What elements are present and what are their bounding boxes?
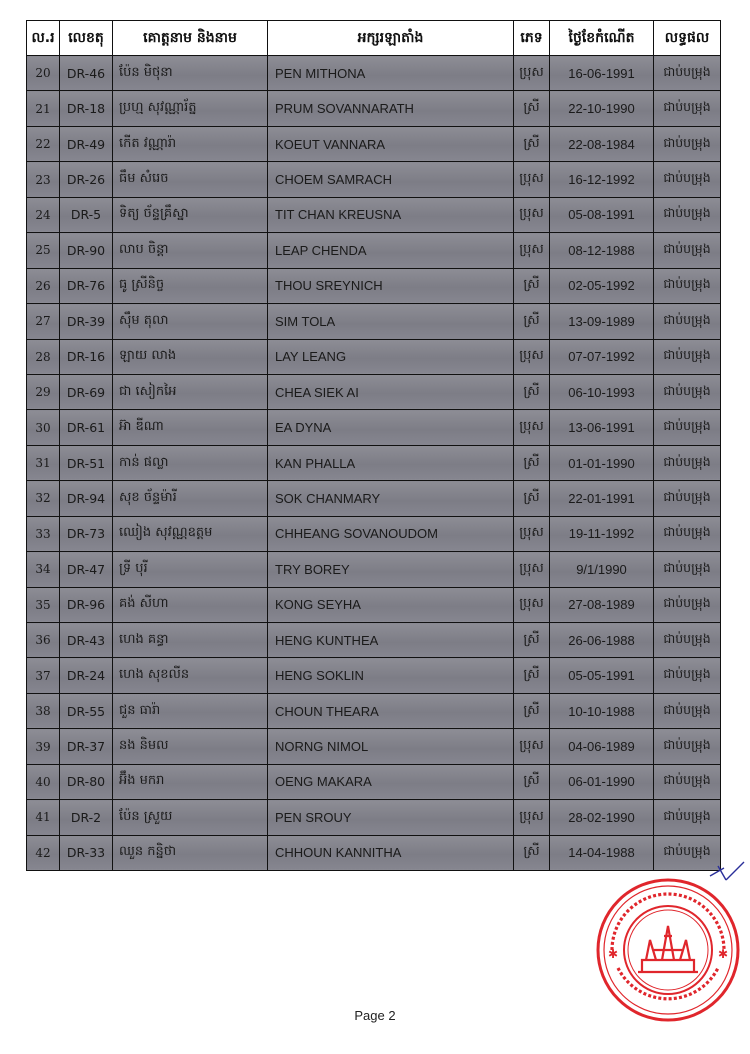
table-row [27,658,721,693]
cell-no: 20 [27,56,60,91]
cell-no: 38 [27,693,60,728]
cell-name-kh: ទ្រី បុរី [113,552,268,587]
cell-code: DR-94 [60,481,113,516]
cell-sex: ស្រី [514,481,550,516]
cell-name-latin: EA DYNA [268,410,514,445]
cell-no: 39 [27,729,60,764]
cell-sex: ស្រី [514,764,550,799]
cell-no: 22 [27,126,60,161]
cell-code: DR-80 [60,764,113,799]
page-number: Page 2 [354,1008,396,1023]
cell-name-kh: ប្រហ្ម សុវណ្ណារ័ត្ន [113,91,268,126]
cell-dob: 26-06-1988 [550,623,654,658]
cell-result: ជាប់បម្រុង [654,729,721,764]
cell-dob: 07-07-1992 [550,339,654,374]
cell-dob: 16-06-1991 [550,56,654,91]
cell-name-latin: LEAP CHENDA [268,233,514,268]
cell-sex: ស្រី [514,304,550,339]
header-name-kh: គោត្តនាម និងនាម [113,21,268,56]
cell-result: ជាប់បម្រុង [654,374,721,409]
cell-code: DR-73 [60,516,113,551]
table-row [27,374,721,409]
cell-name-kh: កាន់ ផល្លា [113,445,268,480]
cell-result: ជាប់បម្រុង [654,552,721,587]
cell-code: DR-18 [60,91,113,126]
cell-code: DR-24 [60,658,113,693]
cell-code: DR-46 [60,56,113,91]
cell-result: ជាប់បម្រុង [654,91,721,126]
cell-sex: ស្រី [514,91,550,126]
cell-sex: ប្រុស [514,587,550,622]
cell-dob: 16-12-1992 [550,162,654,197]
cell-dob: 05-05-1991 [550,658,654,693]
cell-result: ជាប់បម្រុង [654,835,721,870]
cell-name-kh: ប៉ែន ស្រួយ [113,800,268,835]
cell-no: 32 [27,481,60,516]
cell-code: DR-37 [60,729,113,764]
table-row [27,516,721,551]
cell-sex: ប្រុស [514,516,550,551]
cell-sex: ស្រី [514,126,550,161]
cell-dob: 08-12-1988 [550,233,654,268]
cell-result: ជាប់បម្រុង [654,516,721,551]
cell-name-kh: ហេង សុខលីន [113,658,268,693]
cell-result: ជាប់បម្រុង [654,764,721,799]
cell-name-latin: PEN MITHONA [268,56,514,91]
table-row [27,481,721,516]
cell-dob: 06-10-1993 [550,374,654,409]
cell-name-kh: ហេង គន្ធា [113,623,268,658]
cell-name-latin: SIM TOLA [268,304,514,339]
cell-code: DR-47 [60,552,113,587]
header-result: លទ្ធផល [654,21,721,56]
cell-no: 31 [27,445,60,480]
cell-name-latin: KAN PHALLA [268,445,514,480]
cell-name-kh: ប៉ែន មិថុនា [113,56,268,91]
cell-no: 36 [27,623,60,658]
cell-sex: ប្រុស [514,800,550,835]
cell-no: 33 [27,516,60,551]
cell-no: 40 [27,764,60,799]
cell-name-latin: CHOUN THEARA [268,693,514,728]
cell-dob: 22-01-1991 [550,481,654,516]
results-sheet [26,20,720,871]
cell-dob: 02-05-1992 [550,268,654,303]
cell-code: DR-96 [60,587,113,622]
cell-no: 21 [27,91,60,126]
cell-result: ជាប់បម្រុង [654,162,721,197]
cell-result: ជាប់បម្រុង [654,658,721,693]
cell-code: DR-2 [60,800,113,835]
header-code: លេខតុ [60,21,113,56]
cell-name-kh: ជា សៀកអៃ [113,374,268,409]
cell-result: ជាប់បម្រុង [654,445,721,480]
cell-name-latin: CHEA SIEK AI [268,374,514,409]
cell-code: DR-55 [60,693,113,728]
cell-no: 41 [27,800,60,835]
cell-result: ជាប់បម្រុង [654,800,721,835]
header-name-latin: អក្សរឡាតាំង [268,21,514,56]
cell-no: 24 [27,197,60,232]
cell-result: ជាប់បម្រុង [654,304,721,339]
header-sex: ភេទ [514,21,550,56]
cell-name-kh: នង និមល [113,729,268,764]
cell-dob: 9/1/1990 [550,552,654,587]
cell-code: DR-43 [60,623,113,658]
cell-name-latin: NORNG NIMOL [268,729,514,764]
table-row [27,339,721,374]
svg-text:✱: ✱ [718,947,729,961]
cell-no: 25 [27,233,60,268]
cell-result: ជាប់បម្រុង [654,126,721,161]
cell-code: DR-26 [60,162,113,197]
table-row [27,162,721,197]
cell-result: ជាប់បម្រុង [654,410,721,445]
table-row [27,56,721,91]
cell-result: ជាប់បម្រុង [654,56,721,91]
cell-name-kh: ធូ ស្រីនិច្ច [113,268,268,303]
results-table [26,20,721,871]
cell-no: 34 [27,552,60,587]
cell-name-latin: KOEUT VANNARA [268,126,514,161]
cell-no: 27 [27,304,60,339]
svg-text:✱: ✱ [608,947,619,961]
cell-no: 30 [27,410,60,445]
cell-result: ជាប់បម្រុង [654,481,721,516]
cell-result: ជាប់បម្រុង [654,623,721,658]
cell-code: DR-5 [60,197,113,232]
table-row [27,764,721,799]
cell-sex: ស្រី [514,623,550,658]
cell-no: 35 [27,587,60,622]
cell-dob: 14-04-1988 [550,835,654,870]
cell-dob: 13-09-1989 [550,304,654,339]
cell-sex: ស្រី [514,268,550,303]
cell-name-latin: PRUM SOVANNARATH [268,91,514,126]
cell-name-latin: HENG KUNTHEA [268,623,514,658]
cell-name-latin: LAY LEANG [268,339,514,374]
table-row [27,268,721,303]
cell-sex: ប្រុស [514,197,550,232]
cell-name-kh: ទិត្យ ច័ន្ទគ្រឹស្នា [113,197,268,232]
cell-name-latin: CHHOUN KANNITHA [268,835,514,870]
table-row [27,233,721,268]
cell-code: DR-69 [60,374,113,409]
cell-result: ជាប់បម្រុង [654,197,721,232]
cell-sex: ប្រុស [514,339,550,374]
cell-name-latin: HENG SOKLIN [268,658,514,693]
cell-code: DR-76 [60,268,113,303]
table-row [27,587,721,622]
cell-name-kh: លាប ចិន្តា [113,233,268,268]
cell-result: ជាប់បម្រុង [654,339,721,374]
cell-name-kh: ឈៀង សុវណ្ណឧត្តម [113,516,268,551]
official-seal-stamp [594,876,742,1024]
cell-name-kh: ស៊ឹម តុលា [113,304,268,339]
cell-code: DR-61 [60,410,113,445]
cell-name-latin: CHHEANG SOVANOUDOM [268,516,514,551]
cell-name-latin: SOK CHANMARY [268,481,514,516]
cell-dob: 04-06-1989 [550,729,654,764]
cell-dob: 27-08-1989 [550,587,654,622]
cell-result: ជាប់បម្រុង [654,233,721,268]
cell-name-kh: ធឹម សំរេច [113,162,268,197]
cell-name-kh: ឈួន កន្និថា [113,835,268,870]
table-row [27,800,721,835]
cell-code: DR-49 [60,126,113,161]
cell-dob: 05-08-1991 [550,197,654,232]
cell-name-latin: CHOEM SAMRACH [268,162,514,197]
cell-code: DR-39 [60,304,113,339]
cell-dob: 22-10-1990 [550,91,654,126]
cell-code: DR-33 [60,835,113,870]
table-row [27,445,721,480]
cell-sex: ប្រុស [514,729,550,764]
cell-sex: ស្រី [514,658,550,693]
cell-name-latin: PEN SROUY [268,800,514,835]
cell-dob: 28-02-1990 [550,800,654,835]
cell-no: 42 [27,835,60,870]
cell-dob: 19-11-1992 [550,516,654,551]
cell-code: DR-16 [60,339,113,374]
cell-result: ជាប់បម្រុង [654,693,721,728]
table-row [27,623,721,658]
cell-sex: ប្រុស [514,233,550,268]
header-row [27,21,721,56]
cell-result: ជាប់បម្រុង [654,268,721,303]
cell-dob: 01-01-1990 [550,445,654,480]
table-row [27,552,721,587]
cell-no: 29 [27,374,60,409]
cell-sex: ប្រុស [514,162,550,197]
cell-no: 28 [27,339,60,374]
cell-dob: 06-01-1990 [550,764,654,799]
cell-sex: ប្រុស [514,410,550,445]
table-row [27,410,721,445]
cell-code: DR-90 [60,233,113,268]
cell-name-latin: TRY BOREY [268,552,514,587]
cell-name-latin: KONG SEYHA [268,587,514,622]
cell-code: DR-51 [60,445,113,480]
cell-name-kh: អ៊ឹង មករា [113,764,268,799]
cell-sex: ស្រី [514,445,550,480]
cell-no: 26 [27,268,60,303]
table-row [27,693,721,728]
cell-sex: ប្រុស [514,552,550,587]
cell-name-kh: អ៊ា ឌីណា [113,410,268,445]
table-row [27,91,721,126]
header-dob: ថ្ងៃខែកំណើត [550,21,654,56]
cell-sex: ប្រុស [514,56,550,91]
cell-name-kh: កើត វណ្ណារ៉ា [113,126,268,161]
cell-name-latin: TIT CHAN KREUSNA [268,197,514,232]
cell-name-kh: គង់ សីហា [113,587,268,622]
cell-name-kh: ឡាយ លាង [113,339,268,374]
cell-sex: ស្រី [514,693,550,728]
table-row [27,126,721,161]
table-row [27,197,721,232]
cell-name-latin: OENG MAKARA [268,764,514,799]
cell-no: 37 [27,658,60,693]
table-row [27,835,721,870]
cell-dob: 22-08-1984 [550,126,654,161]
cell-sex: ស្រី [514,835,550,870]
header-no: ល.រ [27,21,60,56]
cell-name-kh: ជួន ធារ៉ា [113,693,268,728]
cell-no: 23 [27,162,60,197]
cell-dob: 13-06-1991 [550,410,654,445]
cell-result: ជាប់បម្រុង [654,587,721,622]
table-row [27,304,721,339]
cell-dob: 10-10-1988 [550,693,654,728]
cell-name-latin: THOU SREYNICH [268,268,514,303]
cell-sex: ស្រី [514,374,550,409]
cell-name-kh: សុខ ច័ន្ទម៉ារី [113,481,268,516]
table-row [27,729,721,764]
